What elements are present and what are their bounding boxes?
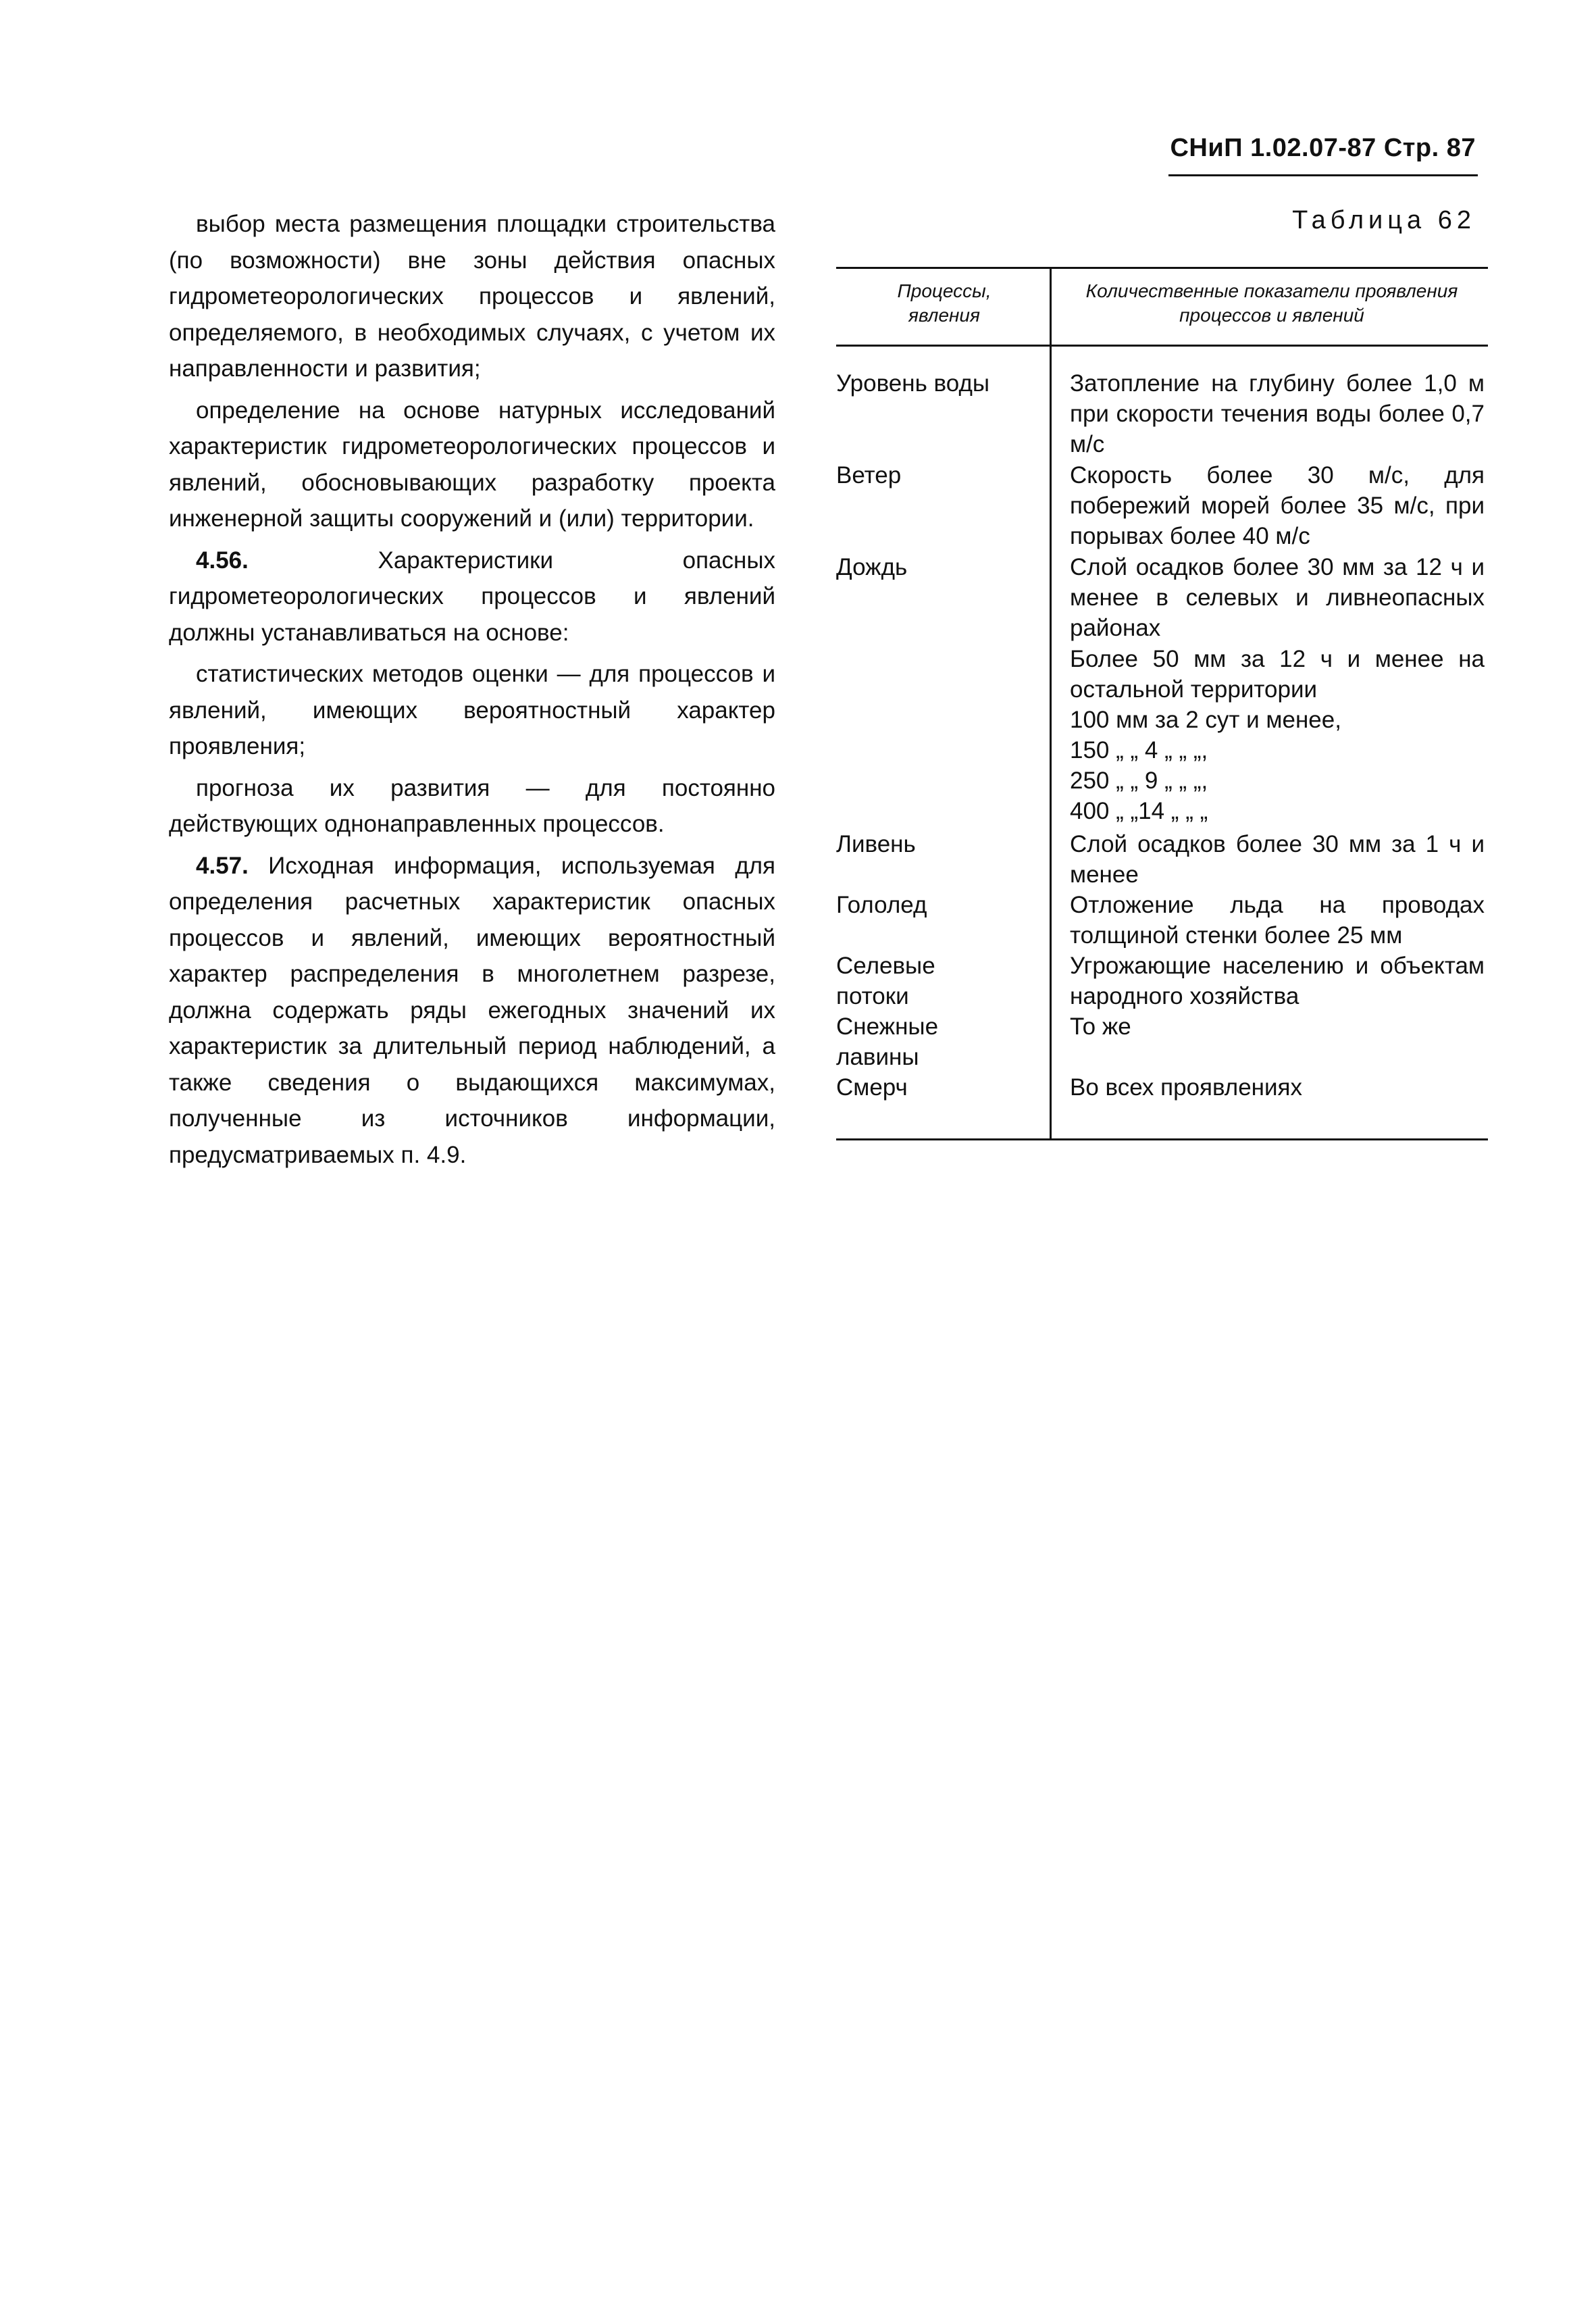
table-header-indicators: Количественные показатели проявления процессов и явлений bbox=[1085, 280, 1458, 326]
paragraph bbox=[169, 848, 775, 1174]
table-header-processes: Процессы, явления bbox=[897, 280, 992, 326]
paragraph bbox=[169, 393, 775, 537]
table-header-rule bbox=[836, 345, 1488, 347]
table-row-value: Отложение льда на проводах толщиной стенки более 25 мм bbox=[1070, 892, 1485, 949]
paragraph-number: 4.56. bbox=[196, 547, 249, 574]
paragraph-text: прогноза их развития — для постоянно действующих однонаправленных процессов. bbox=[169, 774, 775, 837]
rain-line: 100 мм за 2 сут и менее, bbox=[1070, 707, 1341, 733]
body-text-column bbox=[169, 206, 775, 1178]
paragraph bbox=[169, 770, 775, 842]
rain-line: 400 „ „14 „ „ „ bbox=[1070, 798, 1208, 824]
paragraph bbox=[169, 206, 775, 387]
paragraph-text: определение на основе натурных исследований характеристик гидрометеорологических процессов и явлений, обосновывающих разработку проекта инженерной защиты сооружений и (или) территории. bbox=[169, 397, 775, 532]
table-row-value: Затопление на глубину более 1,0 м при скорости течения воды более 0,7 м/с bbox=[1070, 370, 1485, 457]
paragraph-text: Исходная информация, используемая для определения расчетных характеристик опасных процессов и явлений, имеющих вероятностный характер распределения в многолетнем разрезе, должна содержать ряды ежегодных значений их характеристик за длительный период наблюдений, а также сведения о выдающихся максимумах, полученные из источников информации, предусматриваемых п. 4.9. bbox=[169, 852, 775, 1168]
header-underline bbox=[1168, 174, 1478, 176]
table-row-label: Селевые потоки bbox=[836, 953, 935, 1009]
table-row-label: Ветер bbox=[836, 462, 902, 488]
table-row-label: Ливень bbox=[836, 831, 916, 857]
table-row-label: Гололед bbox=[836, 892, 927, 918]
table-row-value: Во всех проявлениях bbox=[1070, 1074, 1303, 1101]
table-row-value: Слой осадков более 30 мм за 1 ч и менее bbox=[1070, 831, 1485, 888]
paragraph-text: статистических методов оценки — для процессов и явлений, имеющих вероятностный характер проявления; bbox=[169, 661, 775, 759]
table-row-label: Дождь bbox=[836, 554, 908, 580]
table-row-value: Угрожающие населению и объектам народного хозяйства bbox=[1070, 953, 1485, 1009]
table-bottom-rule bbox=[836, 1138, 1488, 1140]
page-header: СНиП 1.02.07-87 Стр. 87 bbox=[1170, 134, 1476, 162]
table-top-rule bbox=[836, 267, 1488, 269]
table-row-value bbox=[1070, 705, 1485, 826]
table-row-value: Более 50 мм за 12 ч и менее на остальной территории bbox=[1070, 646, 1485, 703]
rain-line: 150 „ „ 4 „ „ „, bbox=[1070, 737, 1208, 763]
table-row-label: Смерч bbox=[836, 1074, 908, 1101]
table-row-value: То же bbox=[1070, 1013, 1131, 1040]
table-row-label: Снежные лавины bbox=[836, 1013, 939, 1070]
data-table bbox=[836, 267, 1488, 1140]
paragraph bbox=[169, 656, 775, 765]
paragraph-text: выбор места размещения площадки строительства (по возможности) вне зоны действия опасных гидрометеорологических процессов и явлений, определяемого, в необходимых случаях, с учетом их направленности и развития; bbox=[169, 211, 775, 382]
rain-line: 250 „ „ 9 „ „ „, bbox=[1070, 768, 1208, 794]
paragraph bbox=[169, 543, 775, 651]
table-row-label: Уровень воды bbox=[836, 370, 990, 397]
paragraph-text: Характеристики опасных гидрометеорологических процессов и явлений должны устанавливаться на основе: bbox=[169, 547, 775, 646]
table-column-divider bbox=[1050, 267, 1052, 1140]
table-row-value: Слой осадков более 30 мм за 12 ч и менее в селевых и ливнеопасных районах bbox=[1070, 554, 1485, 641]
table-row-value: Скорость более 30 м/с, для побережий морей более 35 м/с, при порывах более 40 м/с bbox=[1070, 462, 1485, 549]
paragraph-number: 4.57. bbox=[196, 852, 249, 879]
table-title: Таблица 62 bbox=[1292, 206, 1476, 234]
